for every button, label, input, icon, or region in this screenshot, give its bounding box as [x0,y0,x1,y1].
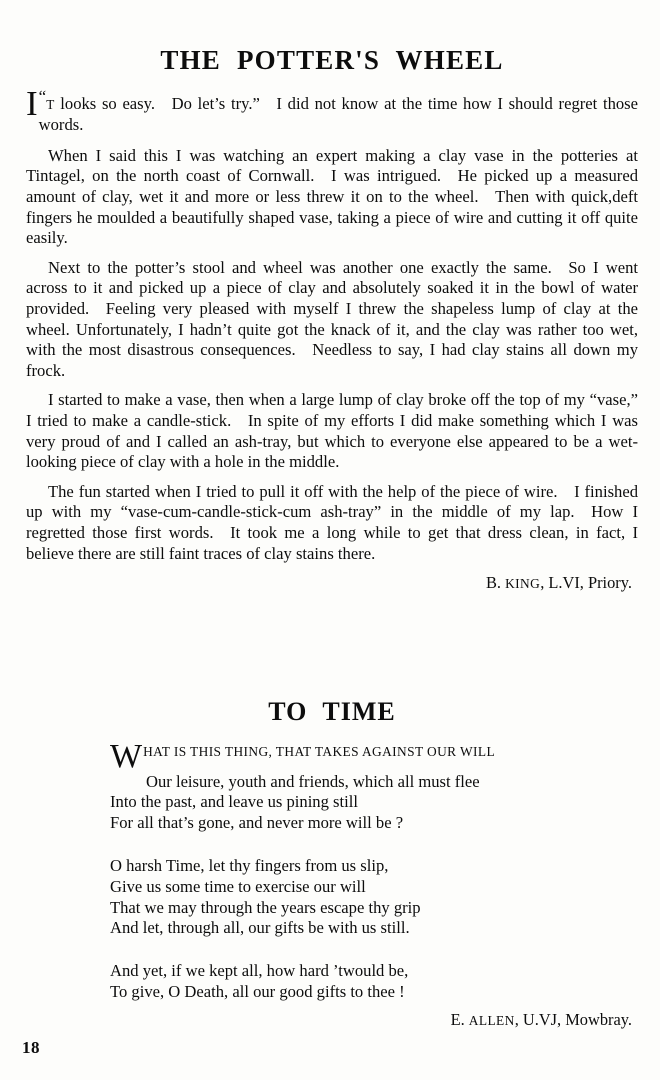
article-byline [26,573,638,594]
byline-affiliation: , L.VI, Priory. [540,573,632,593]
poem-line: Into the past, and leave us pining still [110,792,358,812]
poem-byline-surname: ALLEN [468,1012,515,1028]
poem-body [26,741,638,1032]
stanza-2 [110,856,638,939]
page-title: THE POTTER'S WHEEL [160,45,504,75]
poem-line: To give, O Death, all our good gifts to thee ! [110,981,405,1001]
paragraph-1: When I said this I was watching an expert making a clay vase in the potteries at Tintagel, on the north coast of Cornwall. I was intrigued. He picked up a measured amount of clay, wet it and more or less threw it on to the wheel. Then with quick,deft fingers he moulded a beautifully shaped vase, taking a piece of wire and cutting it off quite easily. [26,145,638,248]
poem-line-text: HAT IS THIS THING, THAT TAKES AGAINST OUR WILL [143,743,496,759]
poem-line [110,741,638,772]
poem-line: And let, through all, our gifts be with us still. [110,918,410,938]
paragraph-4: The fun started when I tried to pull it off with the help of the piece of wire. I finished up with my “vase-cum-candle-stick-cum ash-tray” in the middle of my lap. How I regretted those first words. It took me a long while to get that dress clean, in fact, I believe there are still faint traces of clay stains there. [26,481,638,563]
poem-line: That we may through the years escape thy grip [110,897,421,917]
open-quote-mark: “ [38,86,47,106]
drop-cap-i: I [26,86,38,123]
lead-smallcaps-run: T [46,96,55,112]
poem-byline-initial: E. [450,1009,465,1029]
poem-line: O harsh Time, let thy fingers from us slip, [110,855,389,875]
poem-byline-affiliation: , U.VJ, Mowbray. [514,1009,632,1029]
poem-byline [110,1010,638,1032]
lead-text: looks so easy. Do let’s try.” I did not know at the time how I should regret those words. [38,93,638,135]
lead-paragraph [26,87,638,136]
byline-surname: KING [505,576,541,592]
stanza-3 [110,961,638,1003]
poem-line: Give us some time to exercise our will [110,876,366,896]
poem-line: For all that’s gone, and never more will be ? [110,813,404,833]
stanza-1 [110,741,638,834]
paragraph-2: Next to the potter’s stool and wheel was another one exactly the same. So I went across to it and picked up a piece of clay and absolutely soaked it in the bowl of water provided. Feeling very pleased with myself I threw the shapeless lump of clay at the wheel. Unfortunately, I hadn’t quite got the knack of it, and the clay was rather too wet, with the most disastrous consequences. Needless to say, I had clay stains all down my frock. [26,257,638,380]
poem-line: And yet, if we kept all, how hard ’twould be, [110,961,409,981]
byline-initial: B. [485,573,501,593]
poem-title: TO TIME [268,697,396,726]
article-potters-wheel [26,46,638,594]
drop-cap-w: W [110,740,143,772]
poem-to-time [26,698,638,1048]
page-number: 18 [22,1038,40,1057]
poem-line: Our leisure, youth and friends, which all must flee [146,771,480,791]
paragraph-3: I started to make a vase, then when a large lump of clay broke off the top of my “vase,” I tried to make a candle-stick. In spite of my efforts I did make something which I was very proud of and I called an ash-tray, but which to everyone else appeared to be a wet-looking piece of clay with a hole in the middle. [26,390,638,472]
